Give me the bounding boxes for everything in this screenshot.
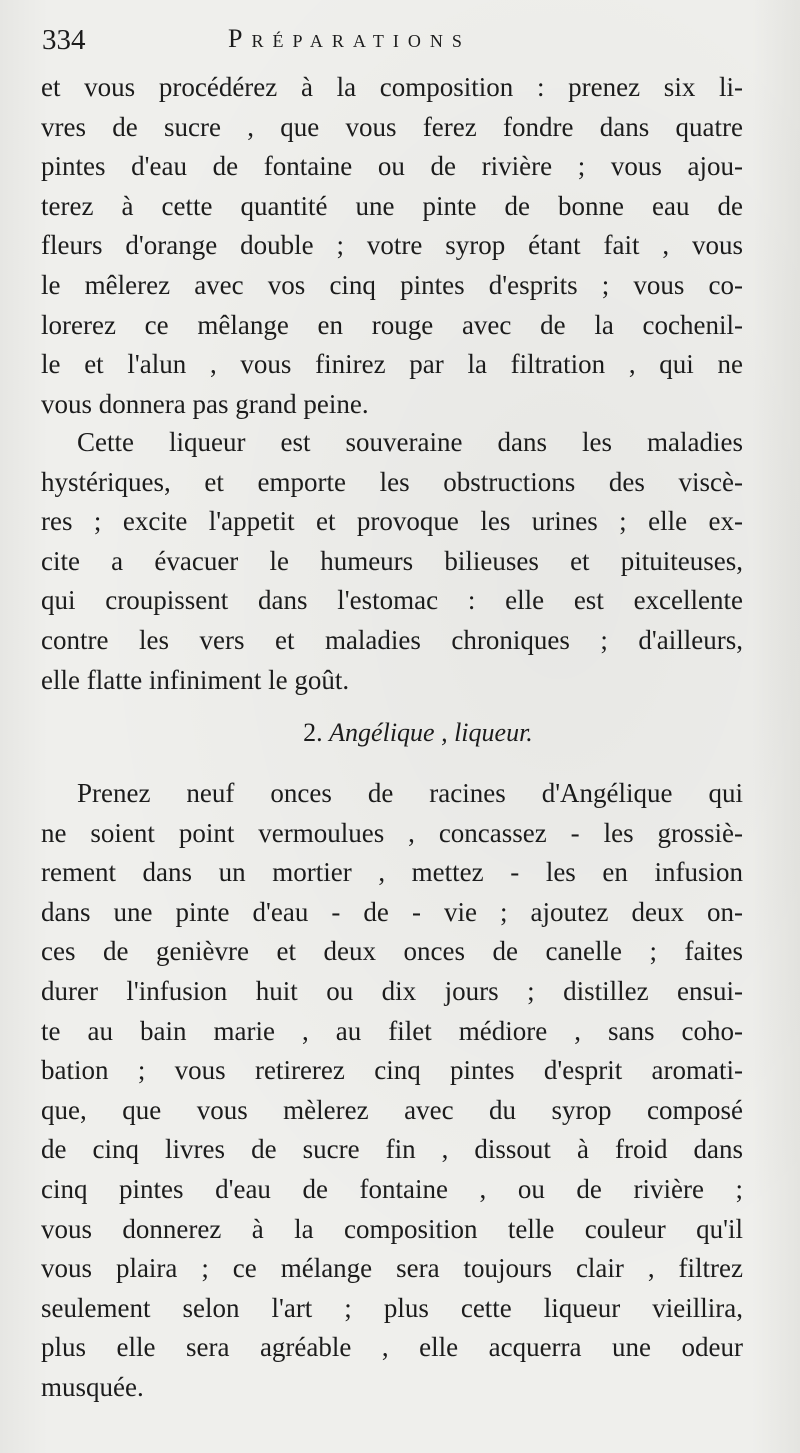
text-line: de cinq livres de sucre fin , dissout à froid dans — [41, 1134, 743, 1165]
text-line: Cette liqueur est souveraine dans les maladies — [77, 427, 743, 457]
text-line: fleurs d'orange double ; votre syrop étant fait , vous — [41, 230, 743, 261]
text-line: lorerez ce mêlange en rouge avec de la cochenil- — [41, 309, 743, 340]
section-title: Angélique , liqueur. — [329, 718, 533, 747]
page-number: 334 — [42, 24, 86, 56]
text-line: ne soient point vermoulues , concassez - les grossiè- — [41, 817, 743, 848]
text-line: vous donnera pas grand peine. — [41, 388, 369, 419]
text-line: le et l'alun , vous finirez par la filtration , qui ne — [41, 349, 743, 380]
text-line: qui croupissent dans l'estomac : elle est excellente — [41, 585, 743, 616]
text-line: cinq pintes d'eau de fontaine , ou de rivière ; — [41, 1173, 743, 1204]
text-line: musquée. — [41, 1371, 144, 1402]
text-line: rement dans un mortier , mettez - les en infusion — [41, 857, 743, 888]
text-line: cite a évacuer le humeurs bilieuses et pituiteuses, — [41, 545, 743, 576]
text-line: et vous procédérez à la composition : prenez six li- — [41, 72, 743, 102]
text-line: res ; excite l'appetit et provoque les urines ; elle ex- — [41, 506, 743, 537]
paragraph-continuation — [41, 68, 743, 424]
text-line: elle flatte infiniment le goût. — [41, 664, 350, 695]
running-head — [42, 24, 762, 64]
text-line: te au bain marie , au filet médiore , sans coho- — [41, 1015, 743, 1046]
text-line: seulement selon l'art ; plus cette liqueur vieillira, — [41, 1292, 743, 1323]
text-line: plus elle sera agréable , elle acquerra une odeur — [41, 1332, 743, 1363]
text-line: Prenez neuf onces de racines d'Angélique qui — [77, 778, 743, 808]
text-line: hystériques, et emporte les obstructions des viscè- — [41, 466, 743, 497]
text-line: vous plaira ; ce mélange sera toujours clair , filtrez — [41, 1253, 743, 1284]
text-line: le mêlerez avec vos cinq pintes d'esprits ; vous co- — [41, 269, 743, 300]
text-line: ces de genièvre et deux onces de canelle ; faites — [41, 936, 743, 967]
text-line: dans une pinte d'eau - de - vie ; ajoutez deux on- — [41, 896, 743, 927]
section-heading — [0, 718, 800, 748]
text-line: vres de sucre , que vous ferez fondre dans quatre — [41, 111, 743, 142]
text-line: bation ; vous retirerez cinq pintes d'esprit aromati- — [41, 1055, 743, 1086]
text-line: terez à cette quantité une pinte de bonne eau de — [41, 190, 743, 221]
text-line: pintes d'eau de fontaine ou de rivière ; vous ajou- — [41, 151, 743, 182]
text-line: que, que vous mèlerez avec du syrop composé — [41, 1094, 743, 1125]
text-line: durer l'infusion huit ou dix jours ; distillez ensui- — [41, 975, 743, 1006]
text-line: vous donnerez à la composition telle couleur qu'il — [41, 1213, 743, 1244]
paragraph-recipe — [41, 774, 743, 1408]
section-number: 2. — [303, 718, 323, 747]
running-title: Préparations — [228, 24, 471, 53]
paragraph-virtues — [41, 423, 743, 700]
text-line: contre les vers et maladies chroniques ; d'ailleurs, — [41, 624, 743, 655]
